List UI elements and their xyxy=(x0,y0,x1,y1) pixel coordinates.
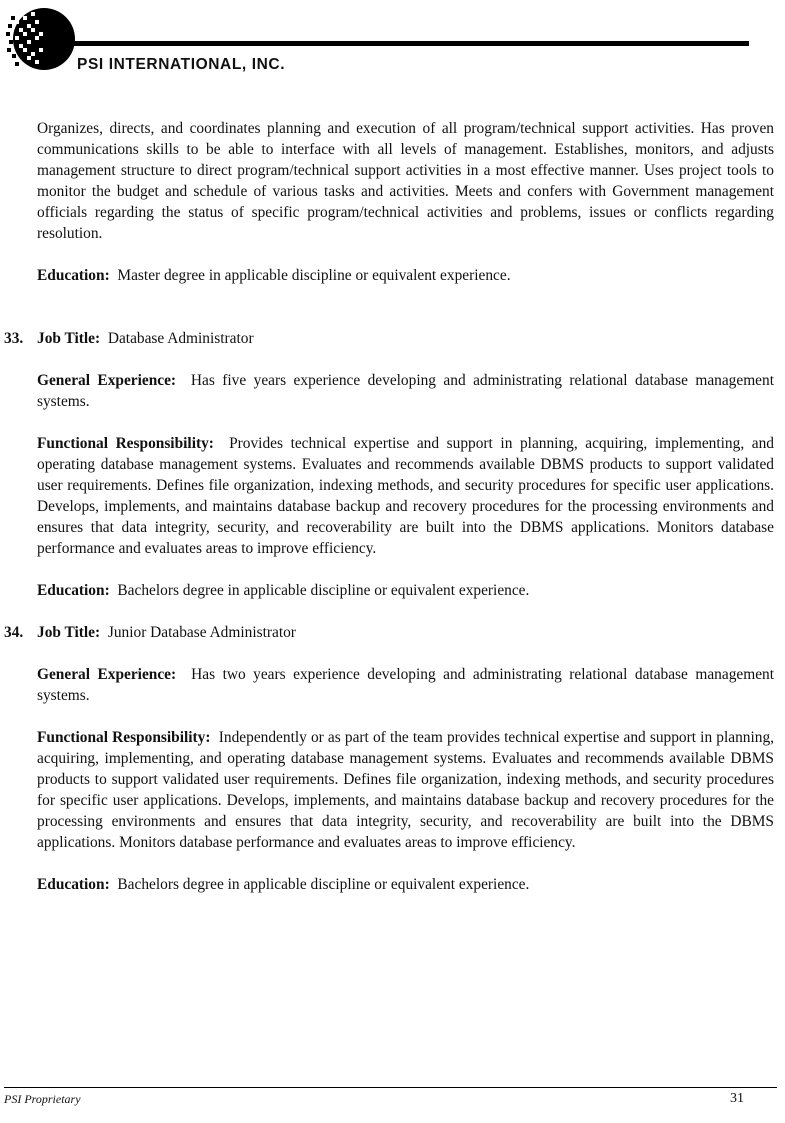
job-title-line xyxy=(37,328,774,349)
functional-responsibility xyxy=(37,433,774,559)
job-title: Junior Database Administrator xyxy=(107,624,296,641)
functional-responsibility-label: Functional Responsibility: xyxy=(37,729,211,746)
job-title-line xyxy=(37,622,774,643)
general-experience-label: General Experience: xyxy=(37,372,177,389)
job-title-label: Job Title: xyxy=(37,330,101,347)
functional-responsibility-label: Functional Responsibility: xyxy=(37,435,214,452)
company-logo-icon xyxy=(6,6,76,72)
job-title-label: Job Title: xyxy=(37,624,101,641)
education xyxy=(37,874,774,895)
item-number: 34. xyxy=(4,624,24,641)
general-experience-text: Has five years experience developing and administrating relational database management systems. xyxy=(37,372,774,410)
general-experience xyxy=(37,664,774,706)
functional-responsibility xyxy=(37,727,774,853)
footer-rule xyxy=(4,1087,777,1088)
general-experience-label: General Experience: xyxy=(37,666,177,683)
education-text: Bachelors degree in applicable discipline or equivalent experience. xyxy=(117,876,530,893)
header-rule xyxy=(60,41,749,46)
document-body xyxy=(4,118,774,895)
general-experience-text: Has two years experience developing and administrating relational database management systems. xyxy=(37,666,774,704)
item-number: 33. xyxy=(4,330,24,347)
education-label: Education: xyxy=(37,267,110,284)
job-item-34 xyxy=(4,622,774,895)
education xyxy=(37,580,774,601)
footer-proprietary: PSI Proprietary xyxy=(4,1092,81,1106)
education-text: Bachelors degree in applicable discipline or equivalent experience. xyxy=(117,582,530,599)
education-text: Master degree in applicable discipline or equivalent experience. xyxy=(117,267,511,284)
job-item-33 xyxy=(4,328,774,601)
intro-education xyxy=(37,265,774,286)
functional-responsibility-text: Independently or as part of the team provides technical expertise and support in planning, acquiring, implementing, and operating database management systems. Evaluates and recommends available DBMS products to support validated user requirements. Defines file organization, indexing methods, and security procedures for specific user applications. Develops, implements, and maintains database backup and recovery procedures for the processing environments and ensures that data integrity, security, and recoverability are built into the DBMS applications. Monitors database performance and evaluates areas to improve efficiency. xyxy=(37,729,774,851)
functional-responsibility-text: Provides technical expertise and support in planning, acquiring, implementing, and operating database management systems. Evaluates and recommends available DBMS products to support validated user requirements. Defines file organization, indexing methods, and security procedures for specific user applications. Develops, implements, and maintains database backup and recovery procedures for the processing environments and ensures that data integrity, security, and recoverability are built into the DBMS applications. Monitors database performance and evaluates areas to improve efficiency. xyxy=(37,435,774,557)
intro-paragraph: Organizes, directs, and coordinates planning and execution of all program/technical support activities. Has proven communications skills to be able to interface with all levels of management. Establishes, monitors, and adjusts management structure to direct program/technical support activities in a most effective manner. Uses project tools to monitor the budget and schedule of various tasks and activities. Meets and confers with Government management officials regarding the status of specific program/technical activities and problems, issues or conflicts regarding resolution. xyxy=(37,120,774,242)
job-title: Database Administrator xyxy=(107,330,254,347)
company-name: PSI INTERNATIONAL, INC. xyxy=(77,56,286,73)
education-label: Education: xyxy=(37,876,110,893)
education-label: Education: xyxy=(37,582,110,599)
general-experience xyxy=(37,370,774,412)
page-number: 31 xyxy=(730,1091,744,1106)
